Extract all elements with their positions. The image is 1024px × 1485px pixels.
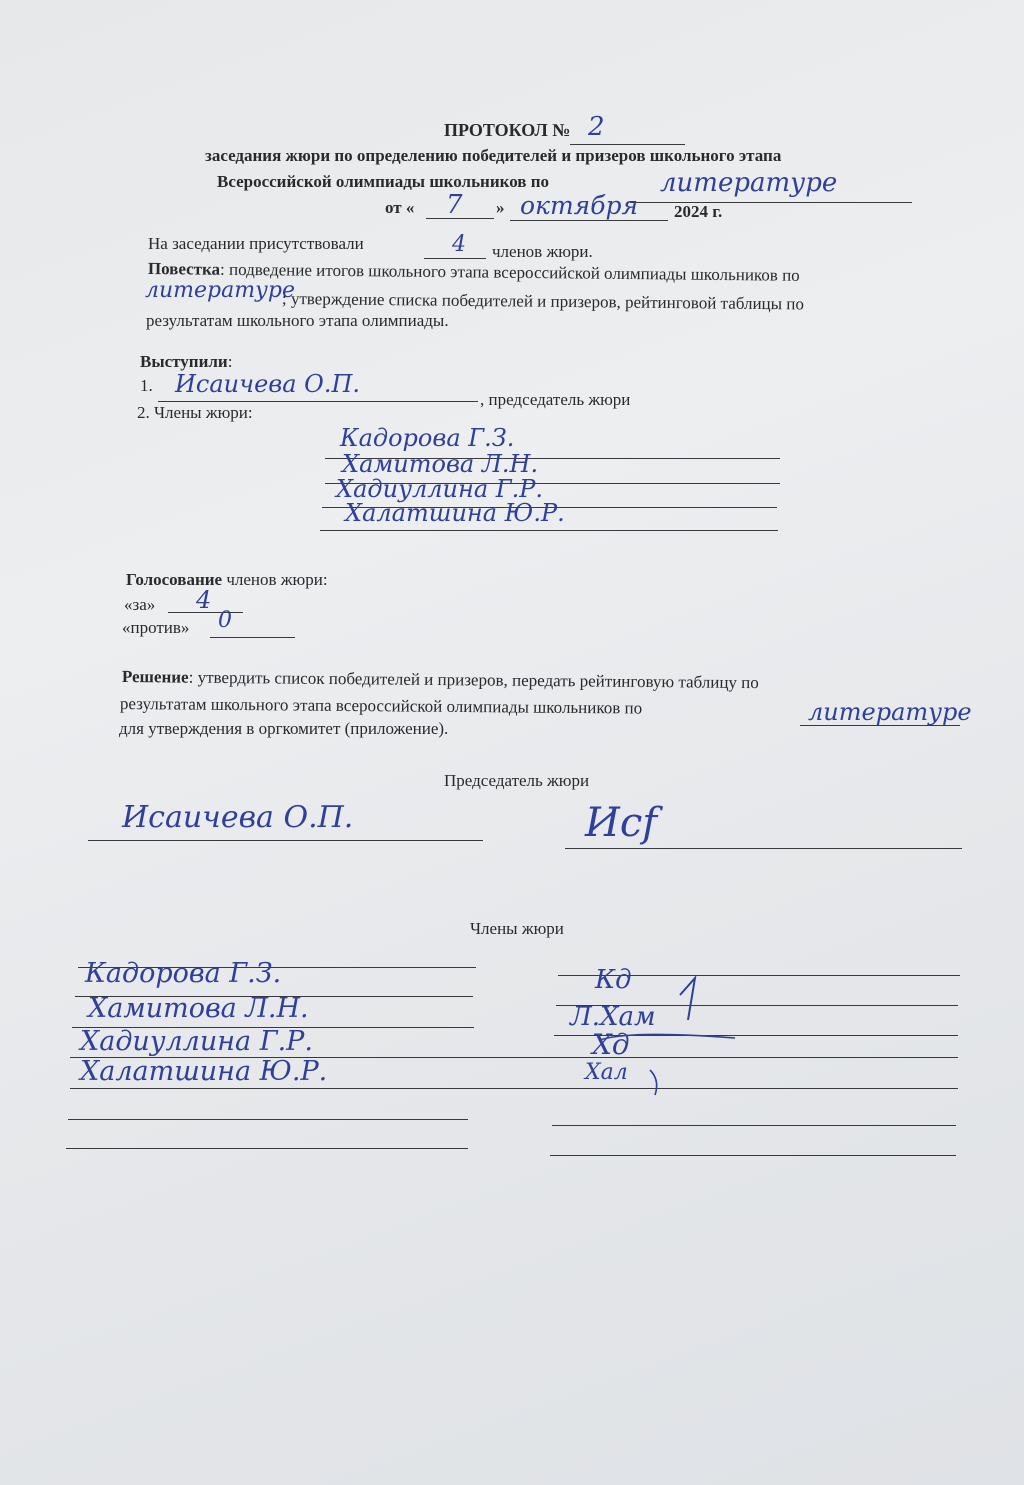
decision-line1-wrap	[122, 667, 759, 693]
chairman-name: Исаичева О.П.	[122, 800, 354, 835]
speakers-label: Выступили	[140, 352, 228, 371]
member-signature-strokes	[560, 960, 740, 1100]
attendance-line	[424, 258, 486, 259]
protocol-number-line	[570, 144, 685, 145]
attendance-count: 4	[452, 232, 466, 257]
chairman-name-line	[88, 840, 483, 841]
subject-line	[630, 202, 912, 203]
voting-suffix: членов жюри:	[222, 570, 328, 589]
subtitle-line1: заседания жюри по определению победителей и призеров школьного этапа	[205, 146, 782, 165]
subtitle-line2: Всероссийской олимпиады школьников по	[217, 172, 550, 191]
speaker-chairman-role: , председатель жюри	[480, 390, 631, 409]
speaker-member-1: Кадорова Г.З.	[340, 424, 515, 452]
agenda-label: Повестка	[147, 259, 221, 279]
member-name-3: Хадиуллина Г.Р.	[80, 1026, 313, 1057]
speakers-heading	[140, 352, 232, 372]
decision-subject: литературе	[808, 698, 972, 726]
agenda-line2: ; утверждение списка победителей и призеров, рейтинговой таблицы по	[281, 289, 805, 314]
subject-value: литературе	[660, 168, 838, 198]
member-signature-4: Хал	[585, 1060, 628, 1085]
vote-against-line	[210, 637, 295, 638]
members-name-line-5	[70, 1088, 958, 1089]
decision-line3: для утверждения в оргкомитет (приложение).	[119, 719, 449, 738]
vote-for-value: 4	[196, 586, 212, 614]
decision-line1: : утвердить список победителей и призеров, передать рейтинговую таблицу по	[188, 667, 759, 693]
speaker-member-2: Хамитова Л.Н.	[342, 450, 539, 478]
speakers-colon: :	[227, 352, 233, 371]
speaker-members-label: 2. Члены жюри:	[137, 403, 253, 422]
voting-heading	[126, 570, 328, 590]
voting-label: Голосование	[126, 570, 223, 589]
member-signature-3: Хд	[592, 1028, 630, 1061]
decision-line2: результатам школьного этапа всероссийской олимпиады школьников по	[119, 694, 643, 718]
member-name-2: Хамитова Л.Н.	[88, 993, 309, 1024]
speaker-chairman: Исаичева О.П.	[175, 370, 361, 398]
member-signature-2: Л.Хам	[570, 1002, 656, 1032]
agenda-subject: литературе	[145, 278, 295, 303]
members-name-line-7	[66, 1148, 468, 1149]
members-heading: Члены жюри	[470, 919, 564, 938]
chairman-line	[158, 401, 478, 402]
signature-stroke-3	[650, 1070, 657, 1095]
agenda-line3: результатам школьного этапа олимпиады.	[146, 311, 449, 330]
speaker-member-3: Хадиуллина Г.Р.	[336, 475, 544, 503]
protocol-number: 2	[588, 112, 605, 142]
member-name-1: Кадорова Г.З.	[85, 958, 282, 989]
member-name-4: Халатшина Ю.Р.	[80, 1056, 328, 1087]
speaker1-number: 1.	[140, 376, 153, 395]
date-mid: »	[496, 198, 505, 217]
date-day: 7	[446, 190, 463, 220]
attendance-suffix: членов жюри.	[492, 242, 593, 261]
signature-stroke-1	[680, 978, 695, 1020]
decision-label: Решение	[121, 667, 189, 687]
chairman-signature-line	[565, 848, 962, 849]
month-line	[510, 220, 668, 221]
speaker-member-4: Халатшина Ю.Р.	[345, 499, 565, 527]
chairman-signature: Иcf	[585, 800, 658, 846]
vote-against-label: «против»	[122, 618, 190, 637]
date-prefix: от «	[385, 198, 415, 217]
chairman-heading: Председатель жюри	[444, 771, 590, 790]
signature-stroke-2	[600, 1034, 735, 1040]
members-name-line-6	[68, 1119, 468, 1120]
members-sign-line-4	[552, 1125, 956, 1126]
members-sign-line-5	[550, 1155, 956, 1156]
agenda-line1: : подведение итогов школьного этапа всероссийской олимпиады школьников по	[219, 259, 800, 285]
attendance-prefix: На заседании присутствовали	[148, 234, 364, 253]
vote-against-value: 0	[218, 608, 232, 633]
vote-for-label: «за»	[124, 595, 156, 614]
date-month: октября	[520, 191, 639, 220]
member-line-4	[320, 530, 778, 531]
date-year: 2024 г.	[674, 202, 723, 221]
protocol-title: ПРОТОКОЛ №	[444, 120, 571, 140]
member-signature-1: Кд	[595, 965, 632, 995]
